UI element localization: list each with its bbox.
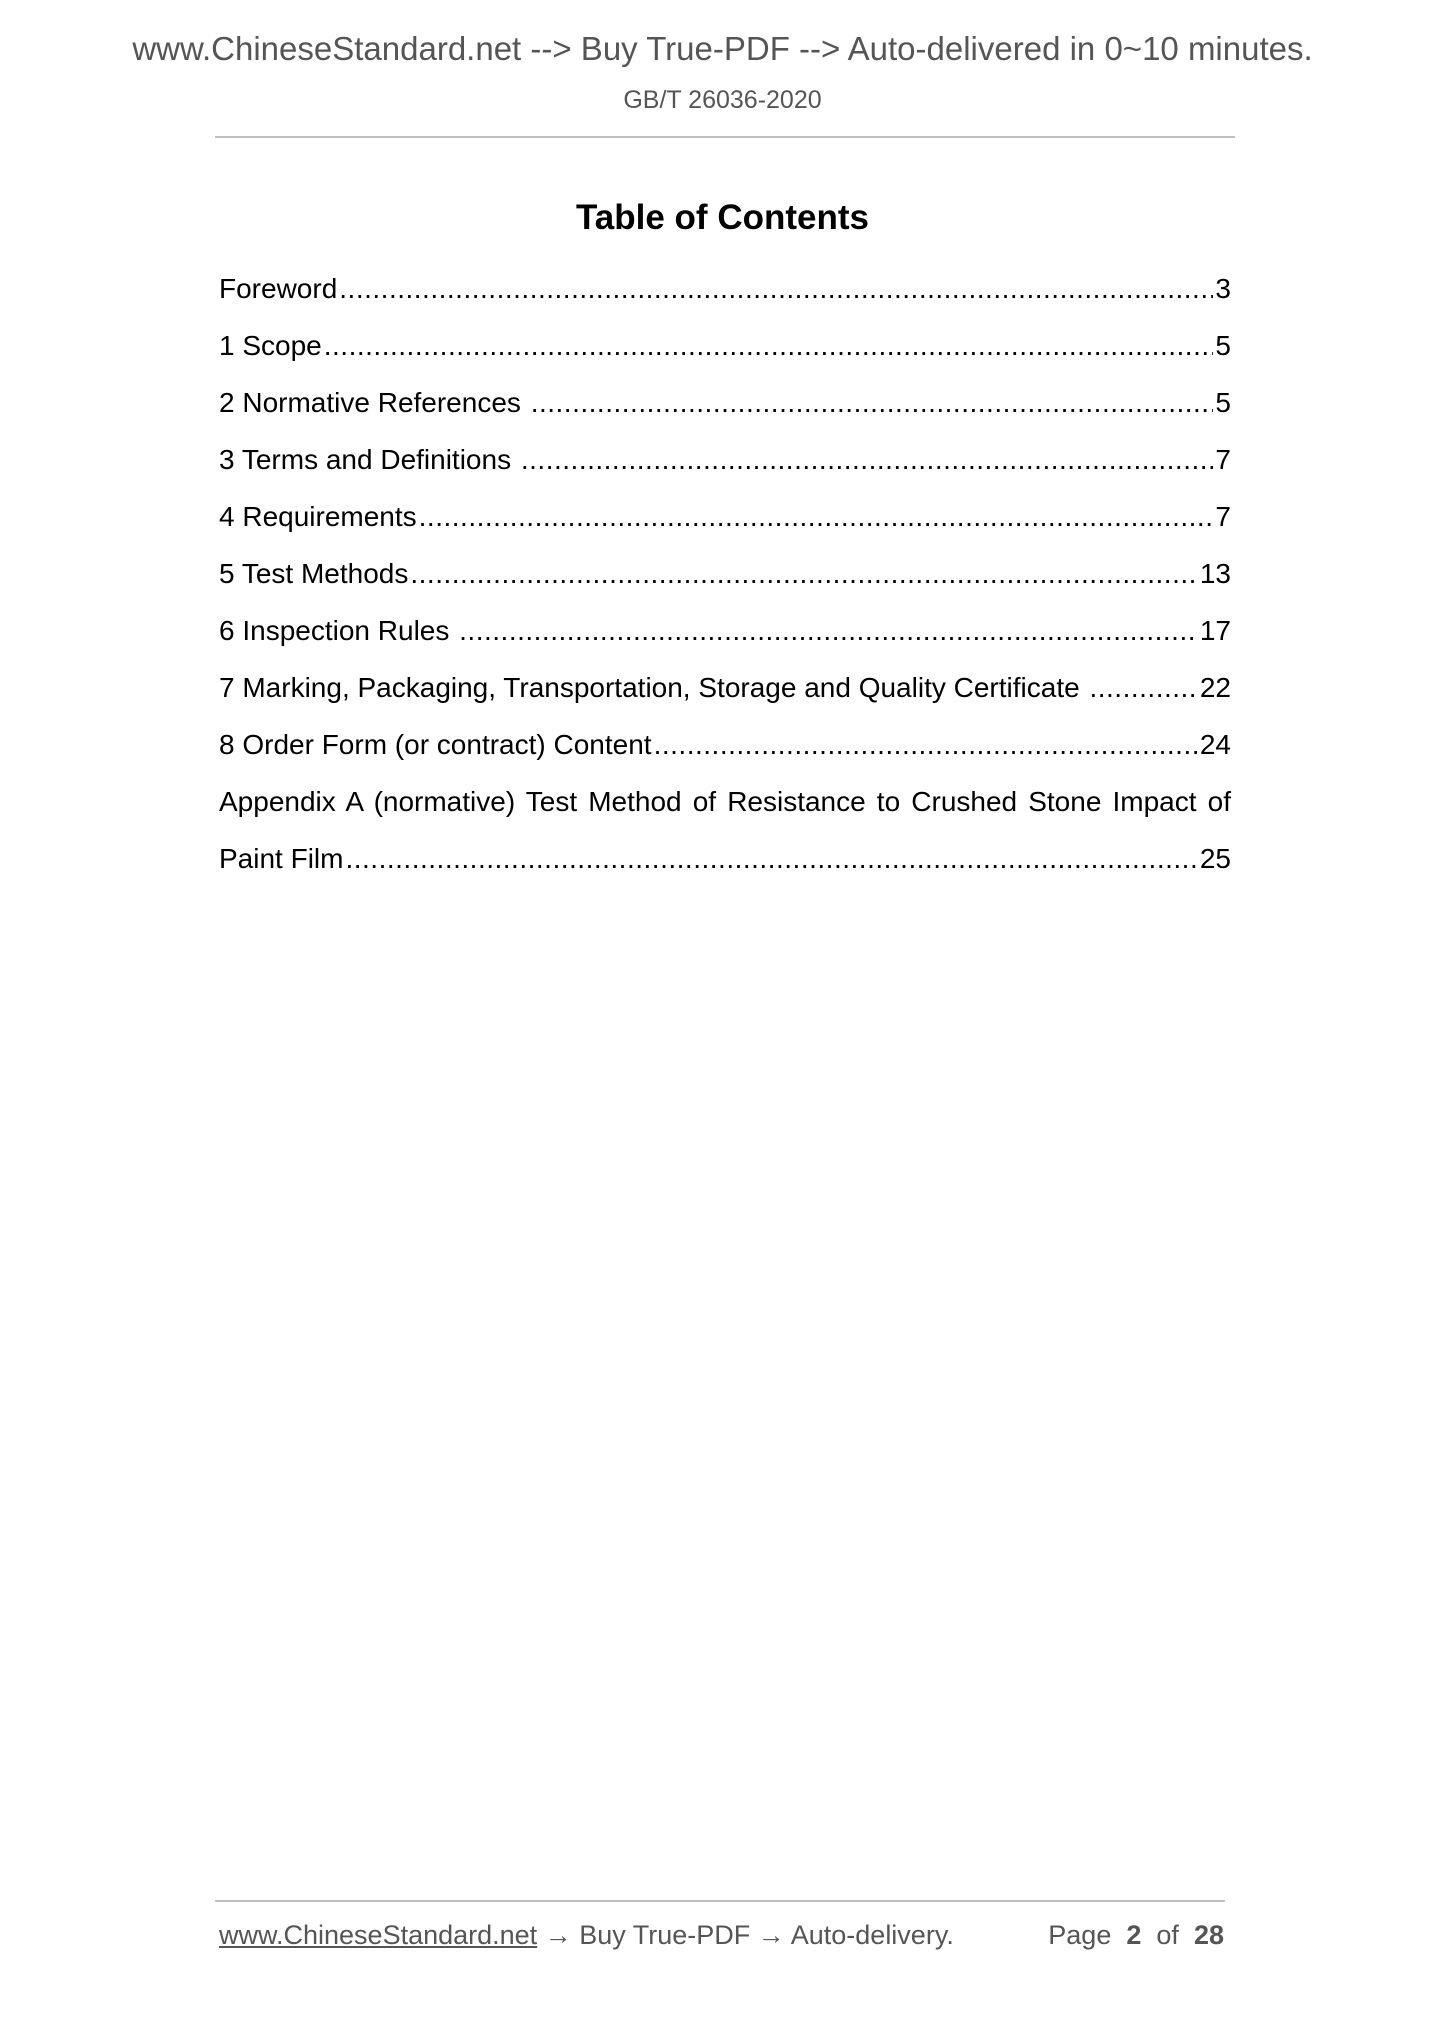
- toc-entry-page: 24: [1199, 729, 1231, 760]
- total-pages: 28: [1193, 1920, 1224, 1950]
- footer-promo: [219, 1920, 954, 1951]
- toc-entry-label: 3 Terms and Definitions: [219, 444, 519, 475]
- header-banner: www.ChineseStandard.net --> Buy True-PDF --> Auto-delivered in 0~10 minutes.: [132, 30, 1313, 67]
- dot-leader: [654, 716, 1198, 773]
- dot-leader: [410, 545, 1197, 602]
- toc-entry-page: 5: [1215, 387, 1231, 418]
- toc-entry-scope[interactable]: [219, 317, 1231, 374]
- dot-leader: [531, 374, 1214, 431]
- page-word: Page: [1048, 1920, 1112, 1950]
- toc-entry-inspection-rules[interactable]: [219, 602, 1231, 659]
- toc-entry-page: 17: [1199, 615, 1231, 646]
- toc-entry-label: 1 Scope: [219, 330, 322, 361]
- toc-entry-appendix-a-line2[interactable]: [219, 830, 1231, 887]
- dot-leader: [324, 317, 1214, 374]
- toc-entry-page: 22: [1199, 672, 1231, 703]
- dot-leader: [1089, 659, 1197, 716]
- page-footer: [219, 1920, 1224, 1951]
- footer-site-link[interactable]: www.ChineseStandard.net: [219, 1920, 538, 1950]
- toc-entry-label: 7 Marking, Packaging, Transportation, Storage and Quality Certificate: [219, 672, 1088, 703]
- footer-divider: [215, 1900, 1225, 1902]
- toc-entry-marking-packaging[interactable]: [219, 659, 1231, 716]
- toc-entry-requirements[interactable]: [219, 488, 1231, 545]
- toc-entry-label: 4 Requirements: [219, 501, 417, 532]
- toc-entry-page: 7: [1215, 444, 1231, 475]
- toc-entry-label: 5 Test Methods: [219, 558, 409, 589]
- toc-entry-test-methods[interactable]: [219, 545, 1231, 602]
- toc-entry-page: 3: [1215, 273, 1231, 304]
- toc-title: Table of Contents: [576, 198, 869, 237]
- toc-entry-appendix-a-line1[interactable]: [219, 773, 1231, 830]
- header-divider: [215, 136, 1235, 138]
- of-word: of: [1156, 1920, 1179, 1950]
- toc-entry-page: 7: [1215, 501, 1231, 532]
- toc-entry-label: 6 Inspection Rules: [219, 615, 458, 646]
- dot-leader: [339, 260, 1213, 317]
- current-page: 2: [1126, 1920, 1142, 1950]
- toc-entry-page: 5: [1215, 330, 1231, 361]
- page-number: [1048, 1920, 1224, 1951]
- standard-code: GB/T 26036-2020: [623, 86, 822, 114]
- toc-entry-label: Paint Film: [219, 843, 344, 874]
- toc-entry-normative-references[interactable]: [219, 374, 1231, 431]
- toc-entry-page: 25: [1199, 843, 1231, 874]
- table-of-contents: [219, 260, 1231, 887]
- toc-entry-label: 2 Normative References: [219, 387, 529, 418]
- toc-entry-order-form[interactable]: [219, 716, 1231, 773]
- dot-leader: [459, 602, 1198, 659]
- toc-entry-terms-and-definitions[interactable]: [219, 431, 1231, 488]
- toc-entry-label: Appendix A (normative) Test Method of Resistance to Crushed Stone Impact of: [219, 786, 1231, 817]
- toc-entry-page: 13: [1199, 558, 1231, 589]
- dot-leader: [521, 431, 1214, 488]
- footer-tagline: → Buy True-PDF → Auto-delivery.: [537, 1920, 954, 1950]
- toc-entry-foreword[interactable]: [219, 260, 1231, 317]
- toc-entry-label: Foreword: [219, 273, 338, 304]
- dot-leader: [419, 488, 1214, 545]
- toc-entry-label: 8 Order Form (or contract) Content: [219, 729, 652, 760]
- dot-leader: [345, 830, 1197, 887]
